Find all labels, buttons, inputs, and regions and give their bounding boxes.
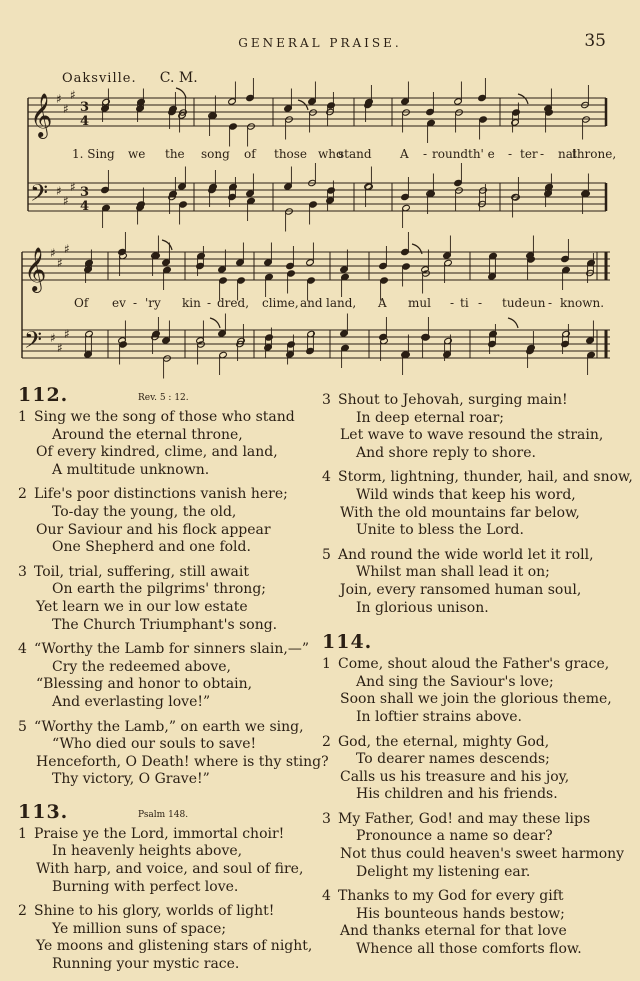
verse-line: [18, 504, 318, 522]
verse-text: “Worthy the Lamb for sinners slain,—”: [34, 641, 309, 658]
verse-text: Running your mystic race.: [52, 956, 240, 973]
verse-text: Calls us his treasure and his joy,: [340, 768, 570, 785]
verse-line: [322, 410, 622, 428]
lyric-syllable: who: [318, 147, 344, 161]
treble-clef-icon: 𝄞: [24, 247, 47, 291]
stanza-number: 1: [18, 409, 27, 425]
lyric-syllable: throne,: [572, 147, 617, 161]
lyric-syllable: round: [432, 147, 469, 161]
verse-line: [18, 539, 318, 557]
verse-text: In glorious unison.: [356, 599, 489, 616]
hymn-heading: [18, 800, 318, 826]
note-flag: [412, 244, 422, 254]
lyric-syllable: of: [244, 147, 256, 161]
stanza-number: 1: [18, 825, 27, 842]
verse-text: In heavenly heights above,: [52, 843, 243, 860]
lyric-syllable: ev: [112, 296, 126, 310]
stanza: [18, 486, 318, 556]
hymn-number: 114.: [322, 631, 373, 654]
sharp-icon: ♯: [57, 256, 63, 270]
verse-text: Storm, lightning, thunder, hail, and snow,: [338, 469, 633, 486]
verse-text: Let wave to wave resound the strain,: [340, 427, 604, 444]
verse-line: [18, 617, 318, 635]
verse-line: [18, 826, 318, 844]
lyric-syllable: -: [133, 296, 138, 310]
verse-text: Of every kindred, clime, and land,: [36, 444, 278, 461]
lyric-syllable: clime,: [262, 296, 299, 310]
lyric-syllable: 'ry: [145, 296, 161, 310]
left-column: [18, 383, 329, 981]
tune-meter: C. M.: [159, 70, 198, 86]
verse-line: [18, 956, 318, 974]
lyric-syllable: -: [478, 296, 483, 310]
verse-text: Not thus could heaven's sweet harmony: [340, 846, 625, 863]
verse-line: [18, 564, 318, 582]
stanza: [322, 888, 622, 958]
verse-text: His bounteous hands bestow;: [356, 905, 565, 922]
sharp-icon: ♯: [70, 180, 76, 194]
bass-clef-icon: 𝄢: [30, 179, 49, 212]
verse-line: [322, 828, 622, 846]
sharp-icon: ♯: [63, 194, 69, 208]
lyric-syllable: and: [300, 296, 323, 310]
verse-line: [322, 547, 622, 565]
scripture-reference: Rev. 5 : 12.: [138, 393, 189, 403]
verse-line: [18, 903, 318, 921]
verse-text: Cry the redeemed above,: [52, 658, 232, 675]
lyric-syllable: -: [508, 147, 513, 161]
hymn-heading: [322, 630, 622, 656]
verse-text: Our Saviour and his flock appear: [36, 521, 271, 538]
verse-text: “Worthy the Lamb,” on earth we sing,: [34, 718, 304, 735]
lyric-syllable: -: [207, 296, 212, 310]
verse-line: [322, 941, 622, 959]
verse-line: [322, 445, 622, 463]
lyric-syllable: 1. Sing: [72, 147, 115, 161]
verse-line: [322, 691, 622, 709]
verse-text: “Blessing and honor to obtain,: [36, 676, 253, 693]
lyric-syllable: -: [548, 296, 553, 310]
verse-text: And thanks eternal for that love: [340, 923, 567, 940]
verse-text: Come, shout aloud the Father's grace,: [338, 656, 610, 673]
verse-line: [322, 392, 622, 410]
stanza-number: 4: [322, 469, 331, 486]
lyric-syllable: known.: [560, 296, 605, 310]
verse-text: A multitude unknown.: [52, 461, 210, 478]
verse-line: [18, 676, 318, 694]
stanza: [18, 564, 318, 634]
verse-text: Life's poor distinctions vanish here;: [34, 486, 288, 503]
lyric-syllable: song: [201, 147, 230, 161]
time-signature-bottom: 4: [80, 199, 90, 214]
verse-line: [18, 486, 318, 504]
verse-line: [322, 505, 622, 523]
verse-text: And round the wide world let it roll,: [338, 546, 594, 563]
lyric-syllable: those: [274, 147, 308, 161]
verse-text: Henceforth, O Death! where is thy sting?: [36, 753, 329, 770]
hymn-number: 112.: [18, 384, 69, 406]
time-signature-top: 3: [80, 185, 90, 200]
hymn-number: 113.: [18, 800, 69, 823]
lyric-syllable: un: [530, 296, 546, 310]
sharp-icon: ♯: [50, 331, 56, 345]
verse-text: Ye moons and glistening stars of night,: [36, 938, 313, 955]
lyric-syllable: Of: [74, 296, 89, 310]
verse-text: To-day the young, the old,: [52, 503, 237, 520]
stanza-number: 3: [322, 392, 331, 408]
lyric-syllable: stand: [338, 147, 372, 161]
verse-line: [322, 600, 622, 618]
verse-line: [322, 564, 622, 582]
bass-clef-icon: 𝄢: [24, 326, 43, 359]
lyric-syllable: -: [540, 147, 545, 161]
verse-line: [322, 522, 622, 540]
verse-text: Delight my listening ear.: [356, 863, 531, 880]
verse-text: His children and his friends.: [356, 786, 558, 803]
sharp-icon: ♯: [57, 341, 63, 355]
stanza-number: 4: [18, 641, 27, 658]
verse-line: [18, 719, 318, 737]
verse-text: Burning with perfect love.: [52, 878, 239, 895]
verse-line: [18, 938, 318, 956]
verse-text: In loftier strains above.: [356, 708, 522, 725]
verse-line: [322, 811, 622, 829]
lyric-syllable: we: [128, 147, 146, 161]
verse-line: [322, 656, 622, 674]
stanza: [18, 903, 318, 973]
sharp-icon: ♯: [64, 327, 70, 341]
lyrics-line-1: [0, 147, 640, 163]
note-flag: [162, 240, 172, 250]
sharp-icon: ♯: [50, 246, 56, 260]
verse-text: With the old mountains far below,: [340, 504, 580, 521]
verse-line: [322, 709, 622, 727]
stanza-number: 5: [18, 718, 27, 735]
lyrics-line-2: [0, 296, 640, 312]
note-flag: [176, 88, 186, 98]
tune-name: Oaksville.: [62, 71, 137, 86]
verse-text: Wild winds that keep his word,: [356, 486, 576, 503]
verse-text: Praise ye the Lord, immortal choir!: [34, 825, 285, 842]
verse-line: [18, 641, 318, 659]
verse-text: And everlasting love!”: [52, 693, 211, 710]
verse-text: Unite to bless the Lord.: [356, 522, 524, 539]
right-column: [322, 383, 633, 966]
verse-text: With harp, and voice, and soul of fire,: [36, 861, 304, 878]
sharp-icon: ♯: [56, 184, 62, 198]
verse-line: [322, 582, 622, 600]
verse-line: [322, 487, 622, 505]
stanza: [18, 409, 318, 479]
verse-line: [18, 879, 318, 897]
verse-line: [18, 427, 318, 445]
verse-text: Ye million suns of space;: [52, 920, 227, 937]
verse-text: Whilst man shall lead it on;: [356, 564, 550, 581]
stanza-number: 1: [322, 656, 331, 673]
sharp-icon: ♯: [64, 242, 70, 256]
stanza-number: 3: [18, 563, 27, 580]
verse-text: Yet learn we in our low estate: [36, 598, 248, 615]
lyric-syllable: mul: [408, 296, 431, 310]
lyric-syllable: th' e: [468, 147, 495, 161]
sharp-icon: ♯: [56, 92, 62, 106]
verse-line: [18, 409, 318, 427]
stanza: [322, 734, 622, 804]
verse-line: [322, 427, 622, 445]
verse-line: [18, 843, 318, 861]
lyric-syllable: ter: [520, 147, 538, 161]
verse-line: [18, 444, 318, 462]
verse-line: [18, 462, 318, 480]
stanza: [18, 718, 329, 789]
verse-line: [322, 469, 633, 487]
verse-text: “Who died our souls to save!: [52, 736, 257, 753]
verse-text: Toil, trial, suffering, still await: [34, 563, 250, 580]
verse-line: [322, 846, 625, 864]
note-flag: [210, 318, 220, 328]
verse-line: [322, 674, 622, 692]
verse-text: Join, every ransomed human soul,: [340, 581, 582, 598]
verse-line: [18, 581, 318, 599]
verse-line: [18, 861, 318, 879]
lyric-syllable: kin: [182, 296, 201, 310]
verse-line: [18, 599, 318, 617]
verse-text: And sing the Saviour's love;: [356, 673, 554, 690]
treble-clef-icon: 𝄞: [30, 93, 53, 137]
verse-text: Around the eternal throne,: [52, 426, 243, 443]
verse-text: Whence all those comforts flow.: [356, 941, 582, 958]
verse-text: Thanks to my God for every gift: [338, 888, 564, 905]
stanza-number: 5: [322, 546, 331, 563]
verse-line: [18, 694, 318, 712]
verse-line: [18, 659, 318, 677]
verse-line: [322, 769, 622, 787]
verse-text: One Shepherd and one fold.: [52, 539, 251, 556]
verse-line: [322, 734, 622, 752]
verse-text: Soon shall we join the glorious theme,: [340, 691, 612, 708]
time-signature-bottom: 4: [80, 114, 90, 129]
stanza: [322, 656, 622, 726]
scripture-reference: Psalm 148.: [138, 809, 189, 820]
verse-line: [322, 923, 622, 941]
verse-line: [322, 751, 622, 769]
verse-line: [18, 771, 318, 789]
lyric-syllable: land,: [326, 296, 357, 310]
verse-text: Thy victory, O Grave!”: [52, 771, 210, 788]
verse-text: Shout to Jehovah, surging main!: [338, 392, 568, 408]
verse-text: On earth the pilgrims' throng;: [52, 581, 267, 598]
verse-line: [18, 522, 318, 540]
lyric-syllable: A: [400, 147, 409, 161]
note-flag: [518, 94, 528, 104]
lyric-syllable: ti: [460, 296, 469, 310]
verse-text: Pronounce a name so dear?: [356, 828, 553, 845]
verse-text: Shine to his glory, worlds of light!: [34, 903, 275, 920]
lyric-syllable: the: [165, 147, 185, 161]
verse-text: The Church Triumphant's song.: [52, 616, 278, 633]
verse-line: [18, 736, 318, 754]
lyric-syllable: -: [423, 147, 428, 161]
sharp-icon: ♯: [70, 88, 76, 102]
time-signature-top: 3: [80, 100, 90, 115]
verse-text: And shore reply to shore.: [356, 444, 536, 461]
stanza: [322, 469, 633, 539]
lyric-syllable: nal: [558, 147, 577, 161]
note-flag: [508, 318, 518, 328]
music-score: [0, 0, 640, 380]
stanza-number: 4: [322, 888, 331, 905]
lyric-syllable: dred,: [217, 296, 250, 310]
lyric-syllable: -: [450, 296, 455, 310]
stanza-number: 2: [18, 486, 27, 503]
verse-text: God, the eternal, mighty God,: [338, 733, 550, 750]
lyric-syllable: A: [378, 296, 387, 310]
stanza: [322, 810, 625, 881]
stanza: [18, 641, 318, 711]
verse-line: [322, 864, 622, 882]
stanza-number: 3: [322, 810, 331, 827]
verse-line: [18, 921, 318, 939]
stanza: [322, 547, 622, 617]
stanza-number: 2: [322, 733, 331, 750]
verse-line: [322, 786, 622, 804]
stanza: [322, 392, 622, 462]
page-number: 35: [584, 31, 606, 51]
verse-text: To dearer names descends;: [356, 751, 550, 768]
stanza-number: 2: [18, 903, 27, 920]
verse-line: [322, 888, 622, 906]
sharp-icon: ♯: [63, 102, 69, 116]
verse-text: In deep eternal roar;: [356, 409, 504, 426]
verse-line: [322, 906, 622, 924]
lyric-syllable: tude: [502, 296, 530, 310]
verse-text: Sing we the song of those who stand: [34, 409, 295, 425]
running-title: GENERAL PRAISE.: [238, 36, 402, 50]
verse-line: [18, 753, 329, 772]
stanza: [18, 826, 318, 896]
verse-text: My Father, God! and may these lips: [338, 810, 591, 827]
hymn-heading: [18, 383, 318, 409]
